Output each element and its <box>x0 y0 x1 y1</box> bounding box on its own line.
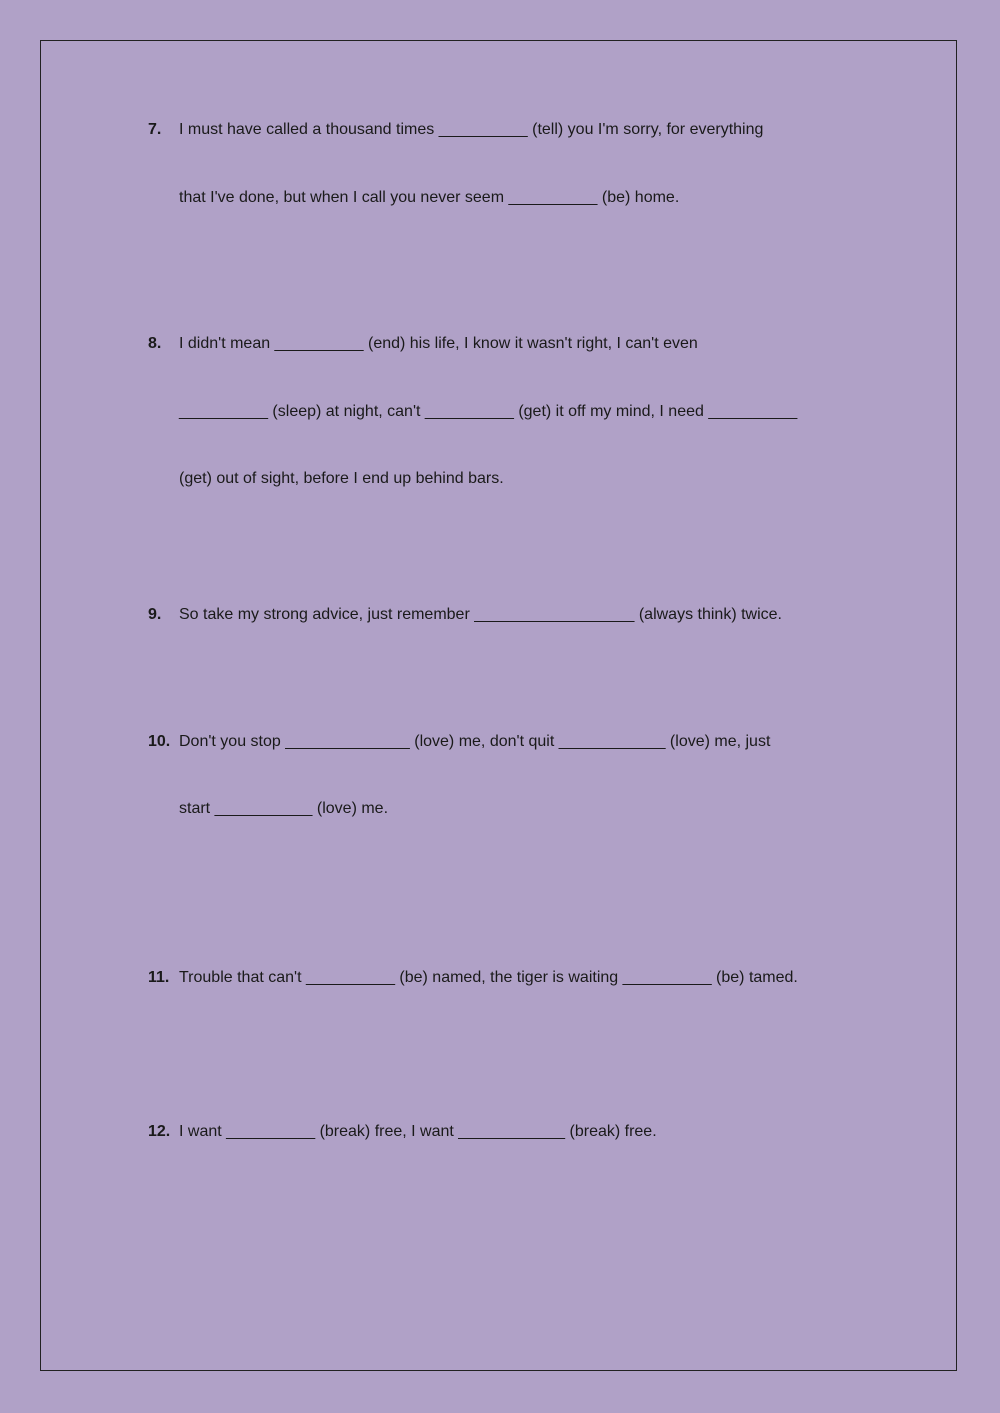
question-number: 9. <box>148 606 162 623</box>
question-line: I want __________ (break) free, I want ____________ (break) free. <box>179 1123 657 1140</box>
question-number: 10. <box>148 733 171 750</box>
question-line: I must have called a thousand times __________ (tell) you I'm sorry, for everything <box>179 121 764 138</box>
question-line: I didn't mean __________ (end) his life, I know it wasn't right, I can't even <box>179 335 698 352</box>
worksheet-frame <box>40 40 957 1371</box>
question-line: Trouble that can't __________ (be) named, the tiger is waiting __________ (be) tamed. <box>179 969 798 986</box>
question-number: 8. <box>148 335 162 352</box>
question-line: So take my strong advice, just remember __________________ (always think) twice. <box>179 606 782 623</box>
question-number: 7. <box>148 121 162 138</box>
question-line: (get) out of sight, before I end up behind bars. <box>179 470 504 487</box>
question-number: 11. <box>148 969 170 986</box>
question-line: Don't you stop ______________ (love) me, don't quit ____________ (love) me, just <box>179 733 771 750</box>
question-line: that I've done, but when I call you never seem __________ (be) home. <box>179 189 680 206</box>
question-number: 12. <box>148 1123 171 1140</box>
question-line: start ___________ (love) me. <box>179 800 389 817</box>
question-line: __________ (sleep) at night, can't __________ (get) it off my mind, I need __________ <box>179 403 798 420</box>
